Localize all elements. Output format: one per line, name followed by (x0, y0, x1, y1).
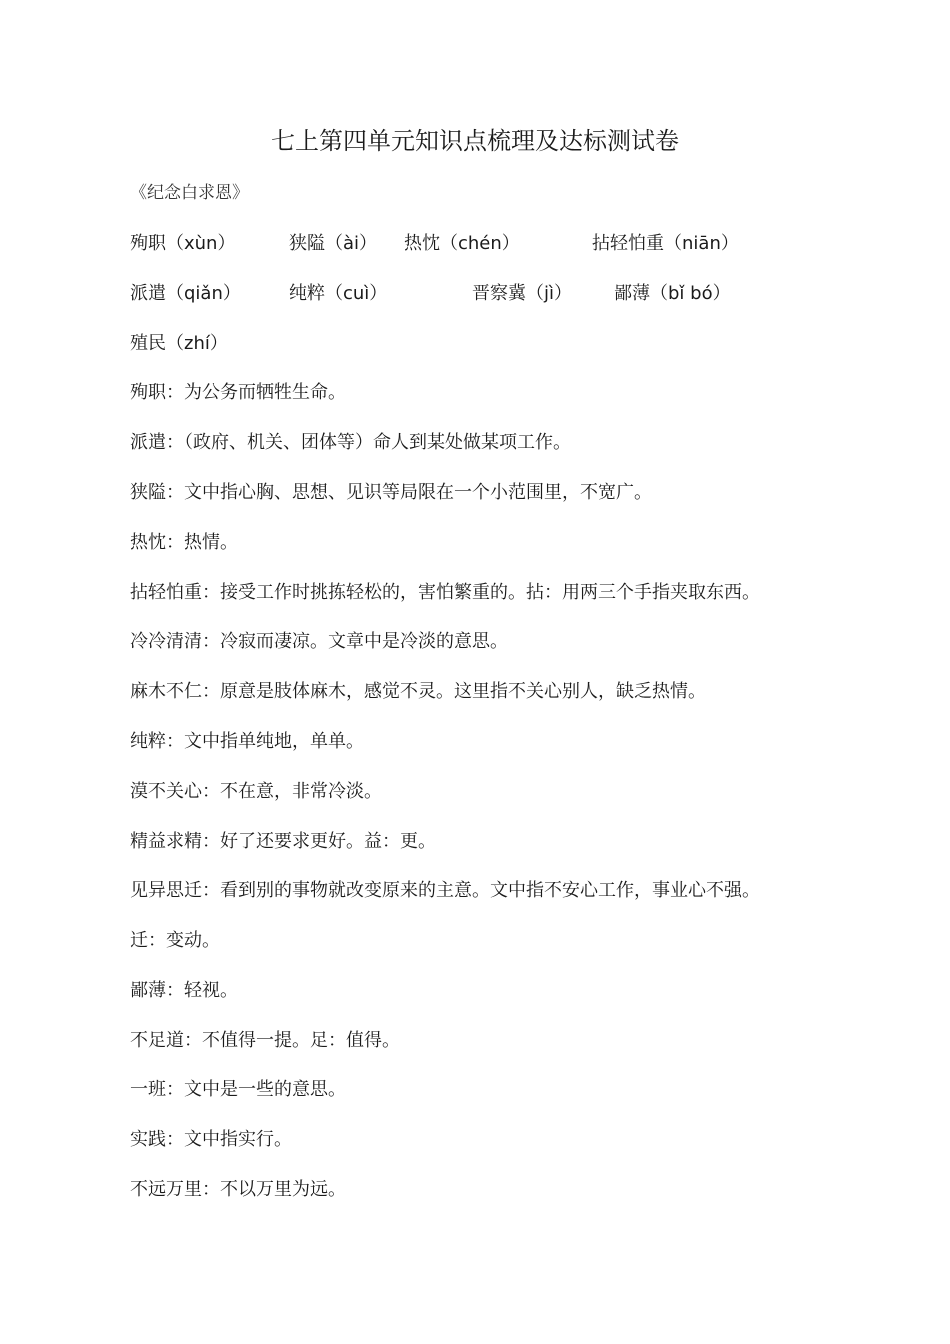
definition-line: 见异思迁：看到别的事物就改变原来的主意。文中指不安心工作，事业心不强。 (130, 880, 760, 901)
definition-line: 迁：变动。 (130, 930, 220, 951)
definition-line: 热忱：热情。 (130, 532, 238, 553)
pinyin-item: 殉职（xùn） (130, 233, 236, 254)
pinyin-item: 热忱（chén） (404, 233, 520, 254)
pinyin-item: 纯粹（cuì） (289, 283, 388, 304)
pinyin-item: 鄙薄（bǐ bó） (614, 283, 731, 304)
definition-line: 殉职：为公务而牺牲生命。 (130, 382, 346, 403)
pinyin-item: 晋察冀（jì） (472, 283, 573, 304)
definition-line: 鄙薄：轻视。 (130, 980, 238, 1001)
document-title: 七上第四单元知识点梳理及达标测试卷 (271, 127, 679, 155)
definition-line: 麻木不仁：原意是肢体麻木，感觉不灵。这里指不关心别人，缺乏热情。 (130, 681, 706, 702)
definition-line: 不远万里：不以万里为远。 (130, 1179, 346, 1200)
definition-line: 冷冷清清：冷寂而凄凉。文章中是冷淡的意思。 (130, 631, 508, 652)
pinyin-item: 狭隘（ài） (289, 233, 378, 254)
definition-line: 狭隘：文中指心胸、思想、见识等局限在一个小范围里，不宽广。 (130, 482, 652, 503)
definition-line: 纯粹：文中指单纯地，单单。 (130, 731, 364, 752)
definition-line: 精益求精：好了还要求更好。益：更。 (130, 831, 436, 852)
definition-line: 拈轻怕重：接受工作时挑拣轻松的，害怕繁重的。拈：用两三个手指夹取东西。 (130, 582, 760, 603)
definition-line: 实践：文中指实行。 (130, 1129, 292, 1150)
definition-line: 派遣：（政府、机关、团体等）命人到某处做某项工作。 (130, 432, 571, 453)
lesson-heading: 《纪念白求恩》 (130, 183, 249, 203)
definition-line: 漠不关心：不在意，非常冷淡。 (130, 781, 382, 802)
pinyin-item: 拈轻怕重（niān） (592, 233, 739, 254)
pinyin-item: 派遣（qiǎn） (130, 283, 241, 304)
definition-line: 不足道：不值得一提。足：值得。 (130, 1030, 400, 1051)
pinyin-item: 殖民（zhí） (130, 333, 228, 354)
definition-line: 一班：文中是一些的意思。 (130, 1079, 346, 1100)
